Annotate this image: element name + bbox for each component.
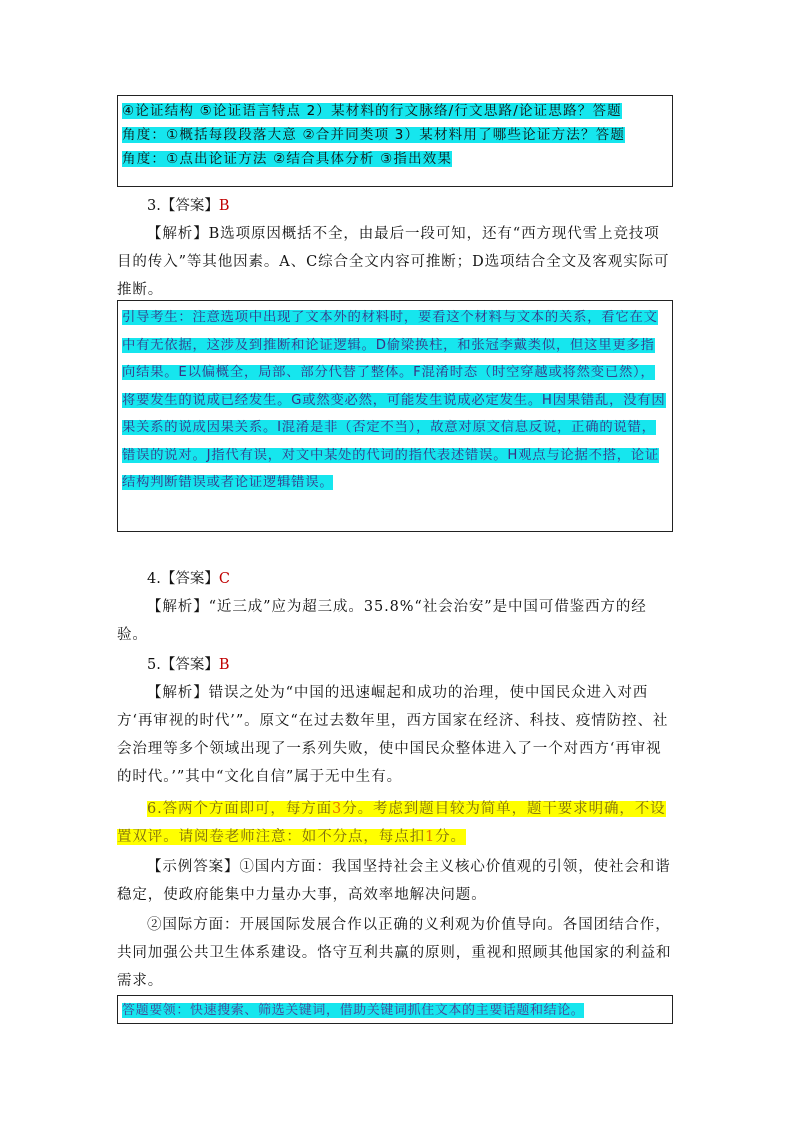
tip-text: ④论证结构 ⑤论证语言特点 2）某材料的行文脉络/行文思路/论证思路？答题 <box>122 103 622 119</box>
tip-line <box>122 147 668 171</box>
tip-box-argument-structure <box>117 95 673 187</box>
points-per-aspect: 3 <box>332 801 343 817</box>
tip-text: 答题要领：快速搜索、筛选关键词，借助关键词抓住文本的主要话题和结论。 <box>122 1003 585 1018</box>
analysis-label: 【解析】 <box>147 599 209 615</box>
scoring-text: 分。考虑到题目较为简单，题干要求明确，不设置双评。请阅卷老师注意：如不分点，每点扣 <box>117 801 666 845</box>
question-6-scoring-note <box>117 795 673 851</box>
points-deducted: 1 <box>425 829 436 845</box>
scoring-note <box>117 801 666 845</box>
answer-value: C <box>218 571 230 587</box>
answer-value: B <box>218 198 230 214</box>
tip-box-answer-key <box>117 995 673 1024</box>
tip-line <box>122 123 668 147</box>
answer-label: 【答案】 <box>160 657 219 673</box>
question-number: 4. <box>147 571 161 587</box>
answer-label: 【答案】 <box>160 571 219 587</box>
analysis-text: 错误之处为“中国的迅速崛起和成功的治理，使中国民众进入对西方‘再审视的时代’”。原文“在过去数年里，西方国家在经济、科技、疫情防控、社会治理等多个领域出现了一系列失败，使中国民众整体进入了一个对西方‘再审视的时代。’”其中“文化自信”属于无中生有。 <box>117 685 669 785</box>
tip-text: 角度：①点出论证方法 ②结合具体分析 ③指出效果 <box>122 151 453 167</box>
question-number: 3. <box>147 198 161 214</box>
question-4-answer <box>147 565 230 593</box>
question-6-example-international <box>117 911 673 995</box>
question-5-answer <box>147 651 230 679</box>
answer-value: B <box>218 657 230 673</box>
scoring-text: 6.答两个方面即可，每方面 <box>147 801 333 817</box>
scoring-text: 分。 <box>435 829 466 845</box>
example-text: ①国内方面：我国坚持社会主义核心价值观的引领，使社会和谐稳定，使政府能集中力量办大事，高效率地解决问题。 <box>117 859 671 903</box>
answer-label: 【答案】 <box>160 198 219 214</box>
example-text: ②国际方面：开展国际发展合作以正确的义利观为价值导向。各国团结合作，共同加强公共卫生体系建设。恪守互利共赢的原则，重视和照顾其他国家的利益和需求。 <box>117 917 672 989</box>
tip-line <box>122 99 668 123</box>
tip-box-option-traps <box>117 300 673 532</box>
analysis-label: 【解析】 <box>147 685 209 701</box>
analysis-text: B选项原因概括不全，由最后一段可知，还有“西方现代雪上竞技项目的传入”等其他因素。A、C综合全文内容可推断；D选项结合全文及客观实际可推断。 <box>117 226 670 298</box>
question-6-example-domestic <box>117 853 673 909</box>
example-label: 【示例答案】 <box>147 859 240 875</box>
question-3-answer <box>147 192 230 220</box>
tip-text: 引导考生：注意选项中出现了文本外的材料时，要看这个材料与文本的关系，看它在文中有无依据，这涉及到推断和论证逻辑。D偷梁换柱，和张冠李戴类似，但这里更多指向结果。E以偏概全，局部、部分代替了整体。F混淆时态（时空穿越或将然变已然），将要发生的说成已经发生。G或然变必然，可能发生说成必定发生。H因果错乱，没有因果关系的说成因果关系。I混淆是非（否定不当），故意对原文信息反说，正确的说错，错误的说对。J指代有误，对文中某处的代词的指代表述错误。H观点与论据不搭，论证结构判断错误或者论证逻辑错误。 <box>122 310 666 490</box>
analysis-text: “近三成”应为超三成。35.8%“社会治安”是中国可借鉴西方的经验。 <box>117 599 647 643</box>
question-number: 5. <box>147 657 161 673</box>
question-3-analysis <box>117 220 673 304</box>
tip-text: 角度：①概括每段段落大意 ②合并同类项 3）某材料用了哪些论证方法？答题 <box>122 127 626 143</box>
analysis-label: 【解析】 <box>147 226 209 242</box>
question-4-analysis <box>117 593 673 649</box>
question-5-analysis <box>117 679 673 791</box>
